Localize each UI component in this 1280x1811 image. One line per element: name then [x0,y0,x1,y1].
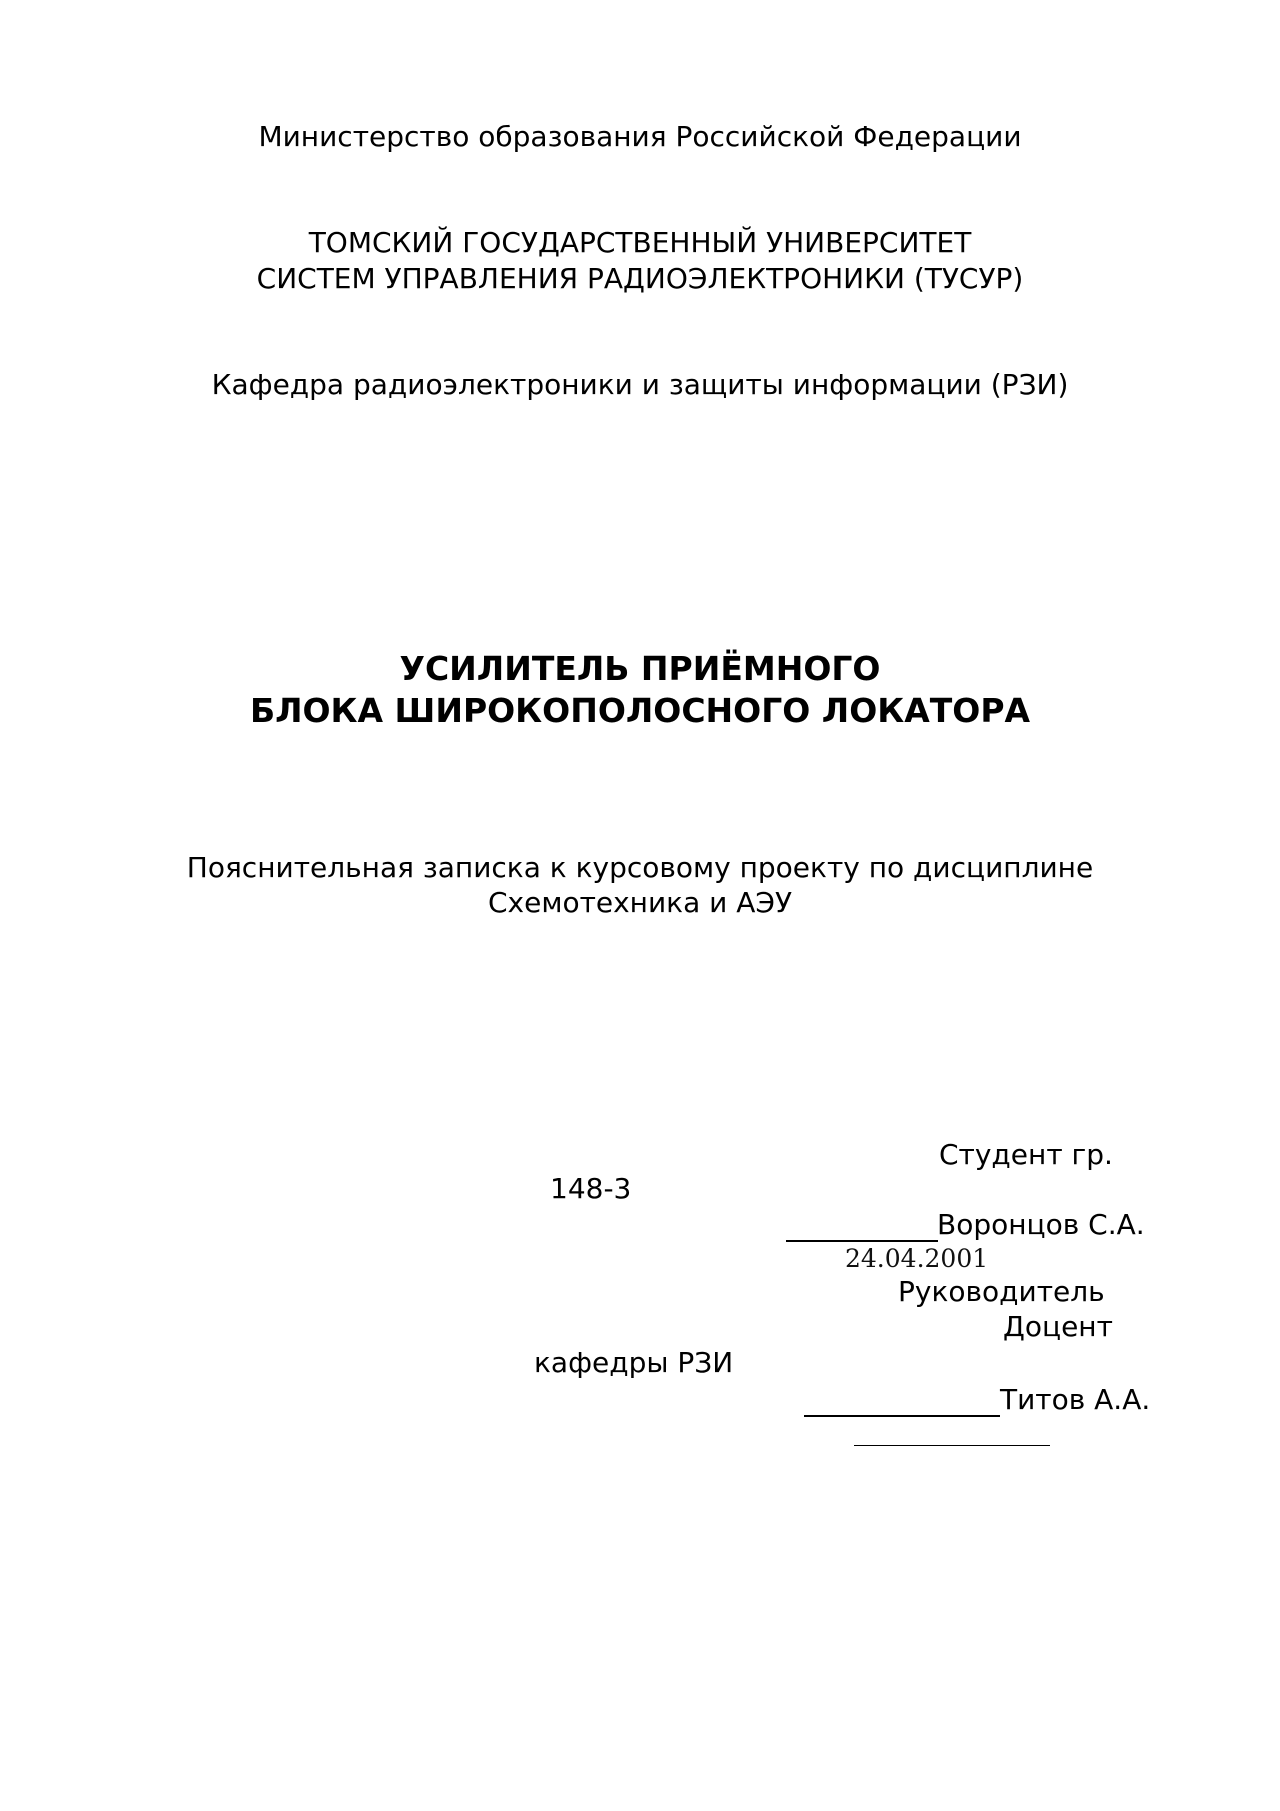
department-heading: Кафедра радиоэлектроники и защиты информации (РЗИ) [211,368,1069,401]
subtitle-line1: Пояснительная записка к курсовому проекту по дисциплине [186,851,1094,884]
ministry-heading: Министерство образования Российской Федерации [258,120,1022,153]
student-date: 24.04.2001 [845,1244,989,1273]
university-name-line1: ТОМСКИЙ ГОСУДАРСТВЕННЫЙ УНИВЕРСИТЕТ [308,226,972,259]
supervisor-position: Доцент [1003,1310,1113,1343]
student-label: Студент гр. [939,1138,1113,1171]
university-name-line2: СИСТЕМ УПРАВЛЕНИЯ РАДИОЭЛЕКТРОНИКИ (ТУСУР) [256,262,1024,295]
document-title-line2: БЛОКА ШИРОКОПОЛОСНОГО ЛОКАТОРА [249,691,1031,730]
supervisor-date-line [854,1445,1050,1446]
supervisor-name: Титов А.А. [1000,1383,1151,1416]
supervisor-label: Руководитель [898,1275,1105,1308]
document-title-line1: УСИЛИТЕЛЬ ПРИЁМНОГО [399,649,881,688]
student-name: Воронцов С.А. [937,1208,1145,1241]
student-group: 148-3 [550,1172,632,1205]
supervisor-signature-line [804,1415,1000,1417]
supervisor-department: кафедры РЗИ [534,1346,734,1379]
subtitle-line2: Схемотехника и АЭУ [487,886,793,919]
student-signature-line [786,1240,938,1242]
